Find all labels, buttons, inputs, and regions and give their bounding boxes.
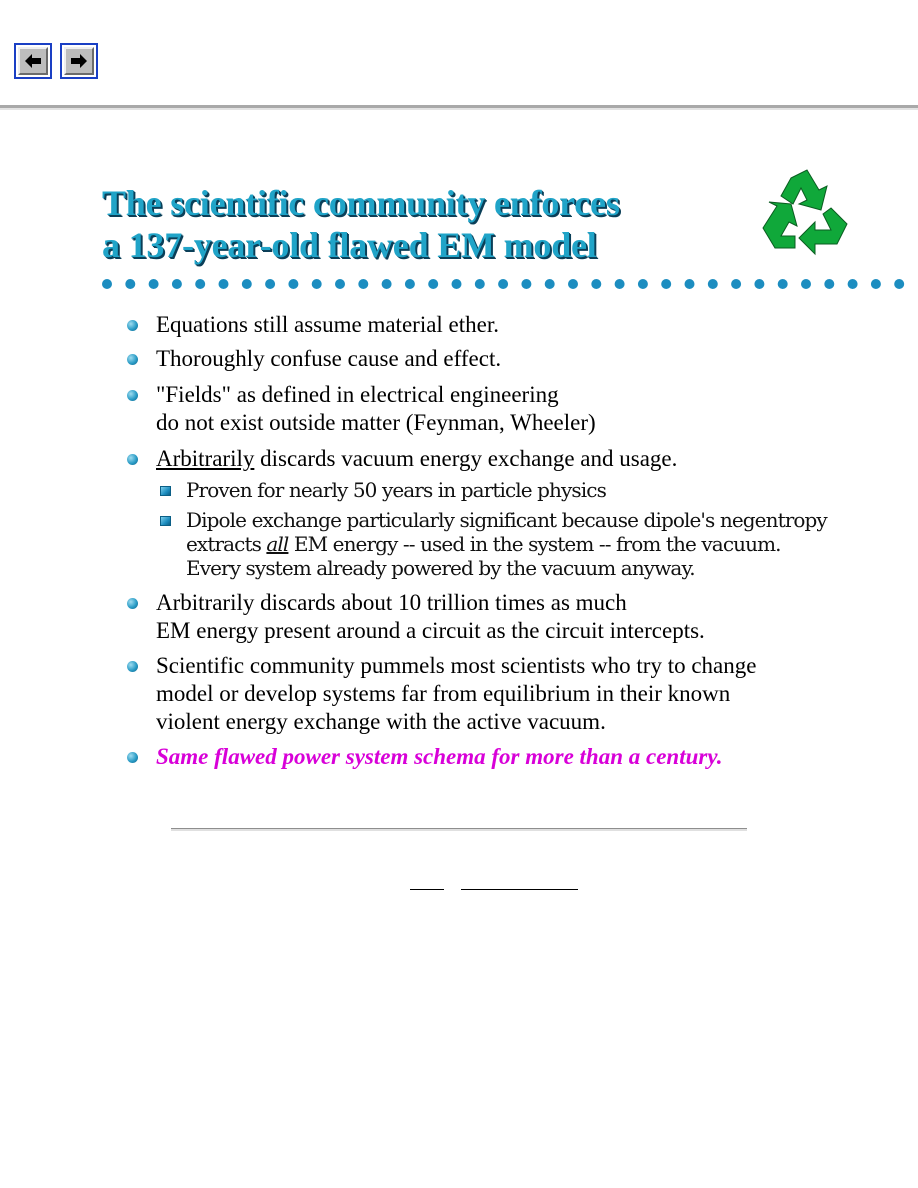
bullet-icon [127, 661, 138, 672]
arrow-left-icon [24, 53, 42, 69]
bullet-text: model or develop systems far from equilibrium in their known [156, 681, 731, 706]
divider-dot [615, 279, 625, 289]
arrow-right-icon [70, 53, 88, 69]
bullet-text: Thoroughly confuse cause and effect. [156, 346, 502, 371]
divider-dot [824, 279, 834, 289]
divider-dot [498, 279, 508, 289]
sub-bullet-text: Proven for nearly 50 years in particle physics [186, 478, 606, 502]
divider-dot [708, 279, 718, 289]
divider-dot [661, 279, 671, 289]
bullet-text [156, 445, 677, 473]
sub-bullet-text: Every system already powered by the vacuum anyway. [186, 556, 695, 580]
divider-dot [219, 279, 229, 289]
divider-dot [242, 279, 252, 289]
divider-dot [685, 279, 695, 289]
slide-title [102, 182, 620, 266]
bullet-item [156, 381, 596, 437]
divider-dot [125, 279, 135, 289]
bullet-text: Scientific community pummels most scientists who try to change [156, 653, 757, 678]
bullet-item [156, 345, 501, 373]
recycle-icon [757, 166, 853, 260]
bullet-icon [127, 454, 138, 465]
bullet-text: Same flawed power system schema for more than a century. [156, 744, 723, 769]
bullet-text: Arbitrarily discards about 10 trillion times as much [156, 590, 627, 615]
footer-link[interactable] [410, 873, 444, 890]
bullet-icon [127, 354, 138, 365]
bullet-text: EM energy present around a circuit as the circuit intercepts. [156, 618, 705, 643]
previous-slide-button[interactable] [14, 43, 52, 79]
emphasized-word: all [266, 532, 289, 556]
bullet-item [156, 652, 756, 736]
bullet-text: "Fields" as defined in electrical engineering [156, 382, 559, 407]
footer-link[interactable] [461, 873, 578, 890]
divider-dot [801, 279, 811, 289]
divider-dot [475, 279, 485, 289]
divider-dot [102, 279, 112, 289]
bullet-item-highlight [156, 743, 722, 771]
divider-dot [428, 279, 438, 289]
sub-bullet-item [186, 508, 827, 580]
divider-dot [405, 279, 415, 289]
slide-title-line-2: a 137-year-old flawed EM model [102, 225, 597, 265]
next-slide-button[interactable] [60, 43, 98, 79]
sub-bullet-text: extracts all EM energy -- used in the system -- from the vacuum. [186, 532, 781, 556]
divider-dot [848, 279, 858, 289]
sub-bullet-icon [160, 516, 171, 526]
divider-dot [288, 279, 298, 289]
divider-dot [778, 279, 788, 289]
bullet-item [156, 589, 705, 645]
bullet-icon [127, 598, 138, 609]
divider-dot [754, 279, 764, 289]
divider-dot [871, 279, 881, 289]
divider-dot [382, 279, 392, 289]
divider-dot [452, 279, 462, 289]
bullet-icon [127, 752, 138, 763]
bullet-text: Equations still assume material ether. [156, 312, 500, 337]
divider-dot [894, 279, 904, 289]
bullet-icon [127, 320, 138, 331]
header-divider [0, 105, 918, 110]
divider-dot [638, 279, 648, 289]
bullet-text-rest: discards vacuum energy exchange and usage. [254, 446, 678, 471]
divider-dot [335, 279, 345, 289]
bullet-item [156, 311, 499, 339]
divider-dot [591, 279, 601, 289]
divider-dot [545, 279, 555, 289]
slide-title-line-1: The scientific community enforces [102, 183, 620, 223]
divider-dot [568, 279, 578, 289]
sub-bullet-text: Dipole exchange particularly significant because dipole's negentropy [186, 508, 827, 532]
sub-bullet-item [186, 478, 606, 502]
divider-dot [265, 279, 275, 289]
sub-bullet-icon [160, 486, 171, 496]
divider-dot [149, 279, 159, 289]
bullet-icon [127, 390, 138, 401]
title-dotted-divider [100, 277, 918, 291]
bullet-item [156, 445, 677, 473]
divider-dot [172, 279, 182, 289]
bullet-text: do not exist outside matter (Feynman, Wheeler) [156, 410, 596, 435]
underlined-word: Arbitrarily [156, 446, 255, 471]
divider-dot [731, 279, 741, 289]
footer-divider [171, 828, 747, 831]
divider-dot [195, 279, 205, 289]
divider-dot [521, 279, 531, 289]
divider-dot [312, 279, 322, 289]
bullet-text: violent energy exchange with the active vacuum. [156, 709, 606, 734]
divider-dot [358, 279, 368, 289]
